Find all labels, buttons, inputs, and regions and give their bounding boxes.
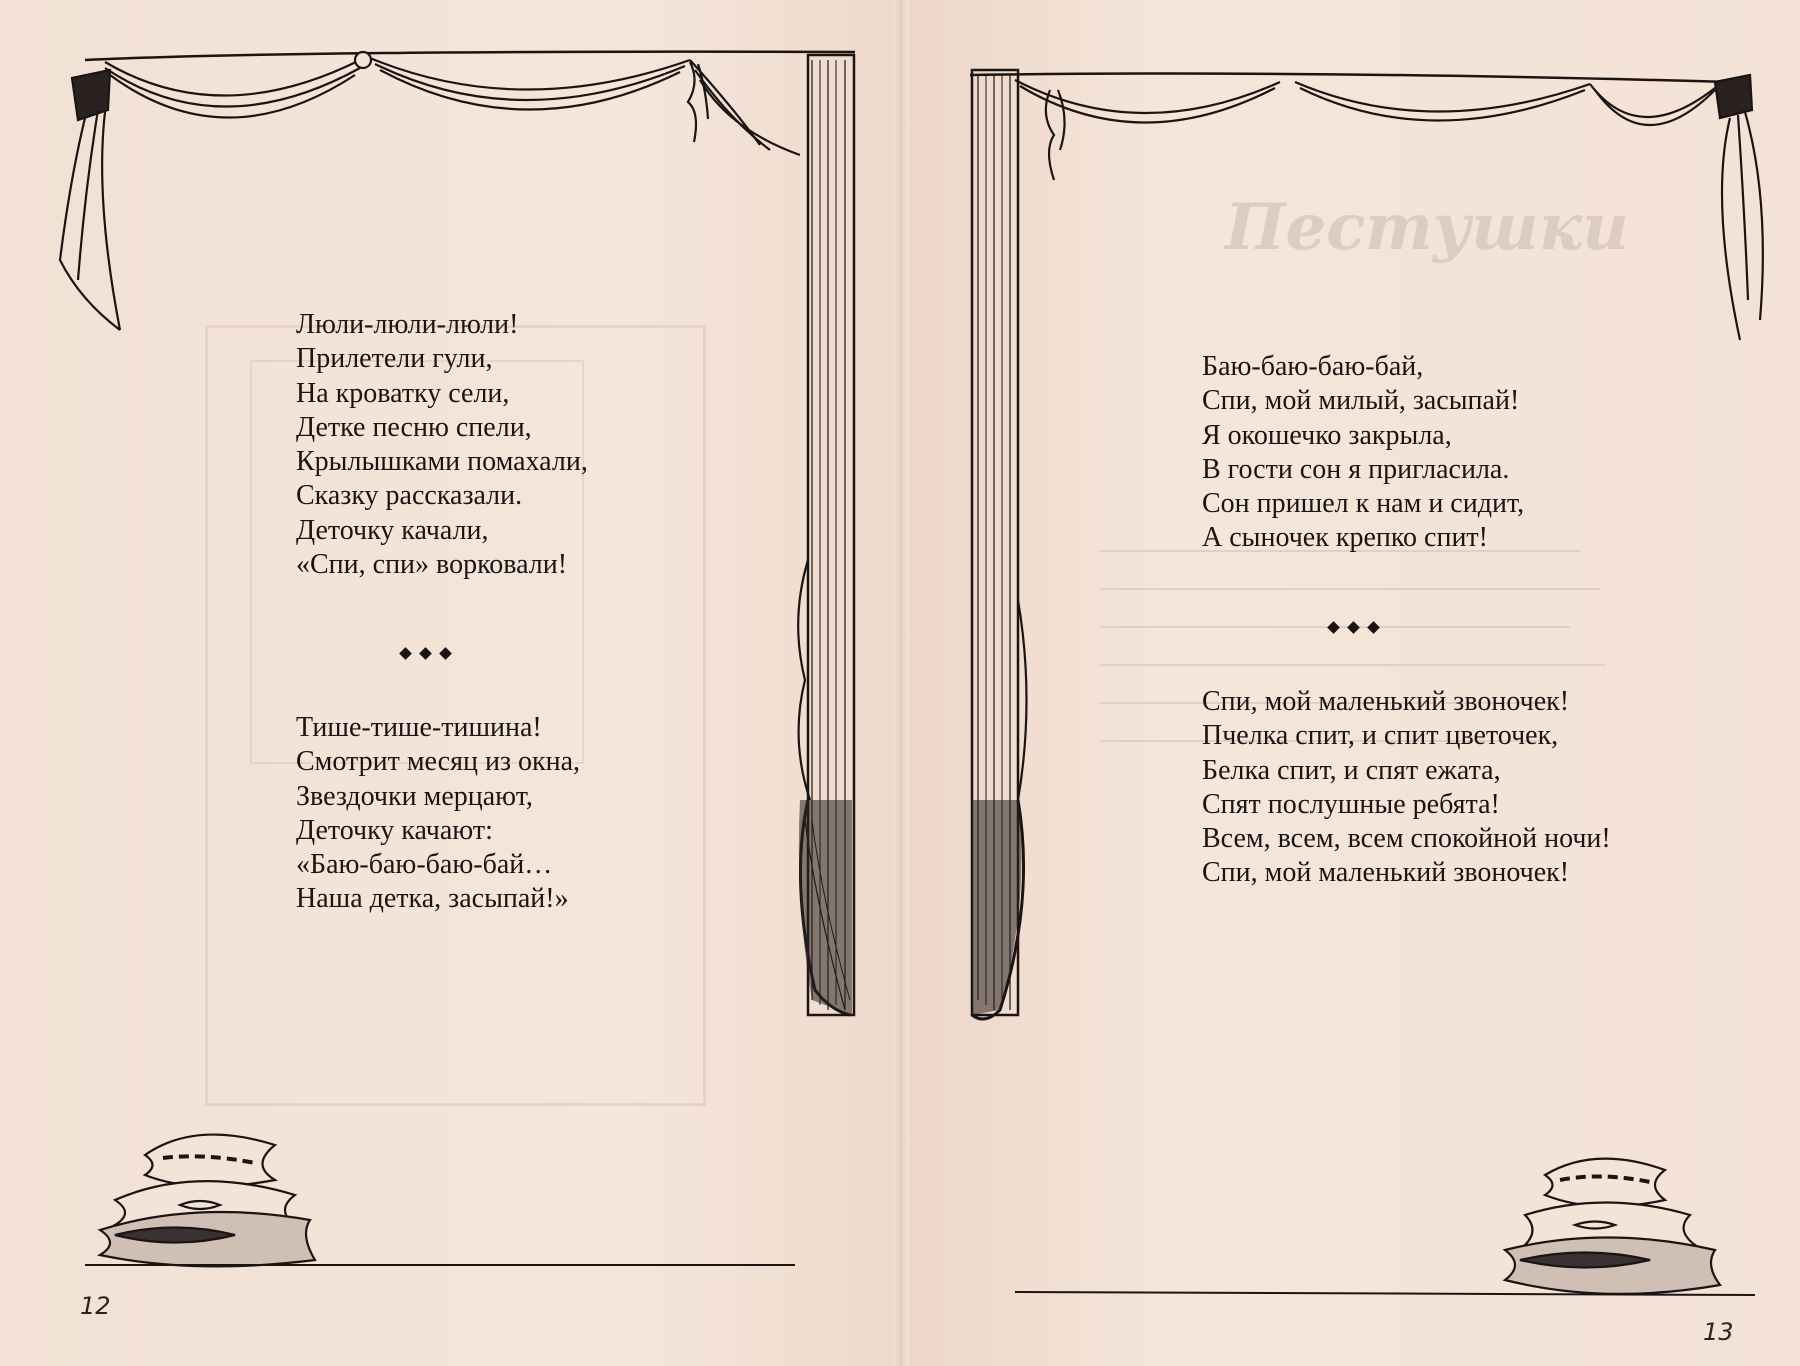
poem-line: Спи, мой милый, засыпай! bbox=[1202, 385, 1520, 417]
left-poem-1 bbox=[296, 308, 588, 582]
left-poem-2 bbox=[296, 711, 580, 917]
separator-diamond bbox=[1327, 621, 1340, 634]
show-through-title: Пестушки bbox=[1225, 190, 1629, 265]
poem-line: Пчелка спит, и спит цветочек, bbox=[1202, 720, 1559, 752]
poem-line: «Спи, спи» ворковали! bbox=[296, 549, 568, 581]
right-page-number: 13 bbox=[1703, 1318, 1734, 1346]
separator-diamond bbox=[439, 647, 452, 660]
poem-line: В гости сон я пригласила. bbox=[1202, 453, 1510, 485]
poem-line: Тише-тише-тишина! bbox=[296, 712, 542, 743]
separator-diamond bbox=[419, 647, 432, 660]
poem-line: Детке песню спели, bbox=[296, 411, 532, 443]
separator-diamond bbox=[399, 647, 412, 660]
right-pillow-stack-illustration bbox=[1015, 1150, 1775, 1320]
poem-line: Спят послушные ребята! bbox=[1202, 788, 1500, 820]
poem-line: Наша детка, засыпай!» bbox=[296, 883, 569, 915]
right-poem-2 bbox=[1202, 685, 1611, 891]
right-stanza-separator bbox=[1329, 623, 1378, 632]
poem-line: Всем, всем, всем спокойной ночи! bbox=[1202, 823, 1611, 855]
separator-diamond bbox=[1367, 621, 1380, 634]
poem-line: Белка спит, и спят ежата, bbox=[1202, 754, 1501, 786]
poem-line: Деточку качают: bbox=[296, 814, 493, 846]
poem-line: Крылышками помахали, bbox=[296, 446, 588, 478]
poem-line: Смотрит месяц из окна, bbox=[296, 746, 581, 778]
poem-line: Звездочки мерцают, bbox=[296, 780, 533, 812]
poem-line: Спи, мой маленький звоночек! bbox=[1202, 686, 1570, 717]
poem-line: «Баю-баю-баю-бай… bbox=[296, 849, 553, 881]
poem-line: Деточку качали, bbox=[296, 514, 489, 546]
poem-line: Спи, мой маленький звоночек! bbox=[1202, 857, 1570, 889]
separator-diamond bbox=[1347, 621, 1360, 634]
left-stanza-separator bbox=[401, 649, 450, 658]
left-page-number: 12 bbox=[80, 1292, 111, 1320]
poem-line: Сказку рассказали. bbox=[296, 480, 523, 512]
left-pillow-stack-illustration bbox=[85, 1125, 805, 1255]
poem-line: Прилетели гули, bbox=[296, 343, 493, 375]
poem-line: Я окошечко закрыла, bbox=[1202, 419, 1452, 451]
poem-line: Люли-люли-люли! bbox=[296, 309, 519, 340]
poem-line: Баю-баю-баю-бай, bbox=[1202, 351, 1424, 382]
poem-line: Сон пришел к нам и сидит, bbox=[1202, 488, 1525, 520]
poem-line: На кроватку сели, bbox=[296, 377, 510, 409]
poem-line: А сыночек крепко спит! bbox=[1202, 522, 1488, 554]
right-poem-1 bbox=[1202, 350, 1524, 556]
